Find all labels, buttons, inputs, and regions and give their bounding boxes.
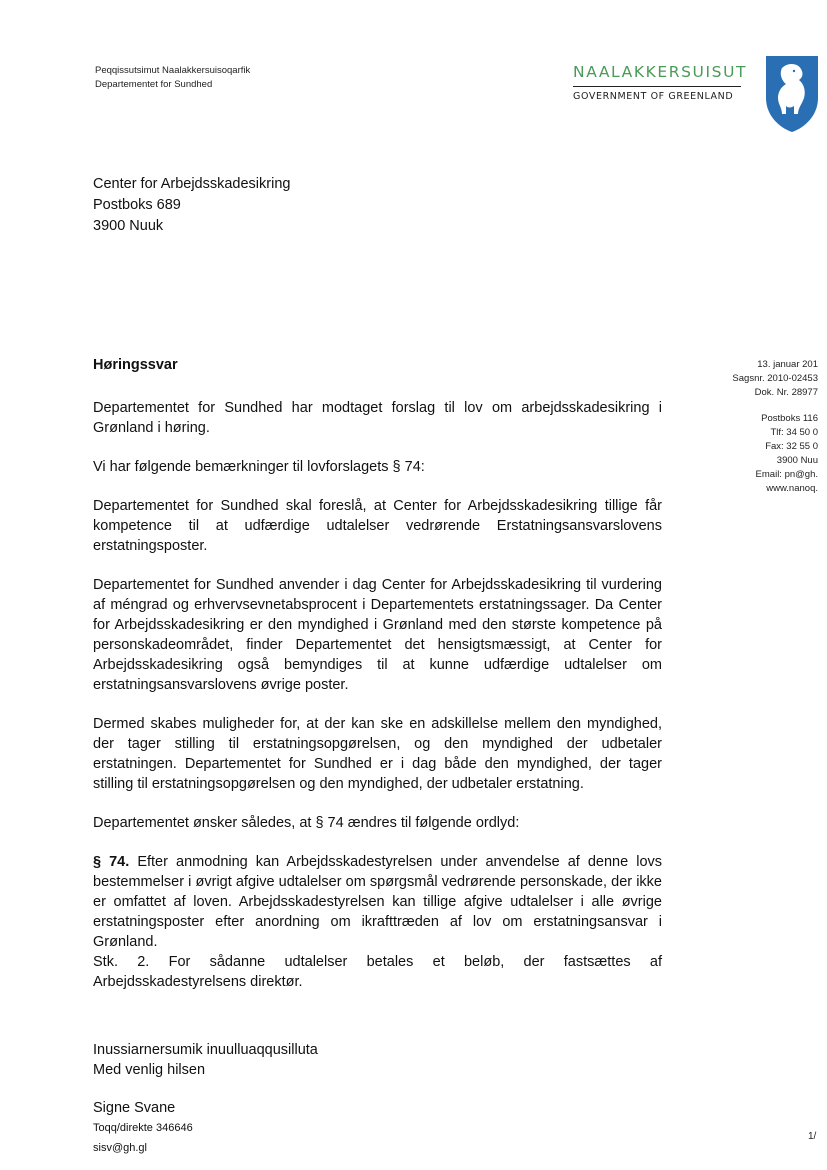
polar-bear-crest-icon (764, 54, 820, 134)
page-number: 1/ (808, 1131, 817, 1142)
contact-phone: Tlf: 34 50 0 (770, 427, 818, 438)
body-paragraph: Departementet for Sundhed har modtaget forslag til lov om arbejdsskadesikring i Grønland i høring. (93, 400, 662, 436)
document-number: Dok. Nr. 28977 (754, 387, 818, 398)
closing-greeting (93, 1040, 318, 1080)
sender-block (95, 64, 250, 92)
recipient-address (93, 174, 290, 237)
proposed-section-text (93, 852, 662, 952)
sender-line-greenlandic: Peqqissutsimut Naalakkersuisoqarfik (95, 65, 251, 76)
recipient-name: Center for Arbejdsskadesikring (93, 176, 291, 192)
subsection-text: Stk. 2. For sådanne udtalelser betales et beløb, der fastsættes af Arbejdsskadestyrelsens direktør. (93, 954, 662, 990)
metadata-sidebar (690, 358, 818, 496)
contact-fax: Fax: 32 55 0 (765, 441, 818, 452)
body-paragraph: Dermed skabes muligheder for, at der kan ske en adskillelse mellem den myndighed, der tager stilling til erstatningsopgørelsen, og den myndighed der udbetaler erstatningen. Departementet for Sundhed er i dag både den myndighed, der tager stilling til erstatningsopgørelsen og den myndighed, der udbetaler erstatning. (93, 716, 662, 792)
body-paragraph: Departementet for Sundhed skal foreslå, at Center for Arbejdsskadesikring tillige får kompetence til at udfærdige udtalelser vedrørende Erstatningsansvarslovens erstatningsposter. (93, 498, 662, 554)
contact-city: 3900 Nuu (776, 455, 818, 466)
signer-phone: Toqq/direkte 346646 (93, 1122, 193, 1134)
sender-line-danish: Departementet for Sundhed (95, 79, 213, 90)
contact-postbox: Postboks 116 (761, 413, 818, 424)
contact-email: Email: pn@gh. (755, 469, 818, 480)
closing-greenlandic: Inussiarnersumik inuulluaqqusilluta (93, 1042, 318, 1058)
letter-date: 13. januar 201 (757, 359, 818, 370)
closing-danish: Med venlig hilsen (93, 1062, 206, 1078)
government-logo (573, 63, 748, 102)
letter-heading: Høringssvar (93, 357, 178, 373)
logo-subtitle: GOVERNMENT OF GREENLAND (573, 91, 734, 102)
signer-email: sisv@gh.gl (93, 1142, 147, 1154)
contact-website: www.nanoq. (766, 483, 818, 494)
body-paragraph: Vi har følgende bemærkninger til lovforslagets § 74: (93, 459, 425, 475)
body-paragraph: Departementet ønsker således, at § 74 ændres til følgende ordlyd: (93, 815, 520, 831)
recipient-postbox: Postboks 689 (93, 197, 181, 213)
case-number: Sagsnr. 2010-02453 (732, 373, 818, 384)
body-paragraph: Departementet for Sundhed anvender i dag Center for Arbejdsskadesikring til vurdering af méngrad og erhvervsevnetabsprocent i Departementets erstatningssager. Da Center for Arbejdsskadesikring er den myndighed i Grønland med den største kompetence på personskadeområdet, finder Departementet det hensigtsmæssigt, at Center for Arbejdsskadesikring også bemyndiges til at kunne udfærdige udtalelser om erstatningsansvarslovens øvrige poster. (93, 577, 662, 693)
signer-name: Signe Svane (93, 1100, 176, 1116)
letter-body (93, 398, 662, 1011)
signature-block (93, 1098, 193, 1158)
logo-name: NAALAKKERSUISUT (573, 63, 748, 81)
section-number: § 74. (93, 854, 130, 870)
recipient-city: 3900 Nuuk (93, 218, 164, 234)
logo-divider (573, 86, 741, 87)
section-text: Efter anmodning kan Arbejdsskadestyrelsen under anvendelse af denne lovs bestemmelser i øvrigt afgive udtalelser om spørgsmål vedrørende personskade, der ikke er omfattet af loven. Arbejdsskadestyrelsen kan tillige afgive udtalelser i alle øvrige erstatningsposter efter anordning om ikrafttræden af lov om erstatningsansvar i Grønland. (93, 854, 663, 950)
